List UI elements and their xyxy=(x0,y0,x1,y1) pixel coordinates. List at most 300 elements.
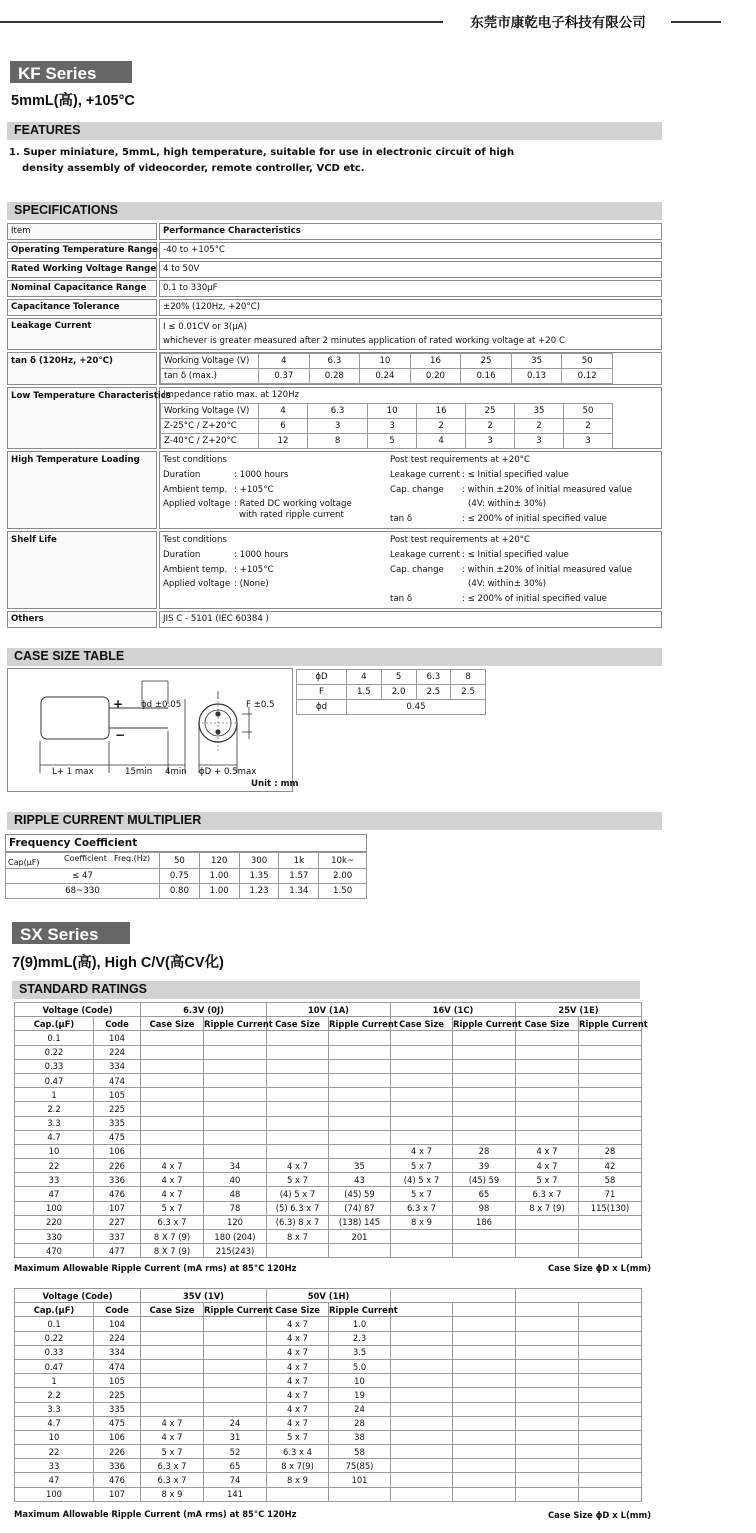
table-cell: 4 x 7 xyxy=(267,1345,329,1359)
table-cell xyxy=(453,1230,516,1244)
table-cell xyxy=(579,1073,642,1087)
table-cell: 16 xyxy=(410,354,461,369)
case-size-diagram xyxy=(7,668,299,792)
table-cell xyxy=(329,1130,391,1144)
table-cell: 2 xyxy=(466,419,515,434)
ambient-label: Ambient temp. xyxy=(163,485,228,495)
table-cell xyxy=(204,1374,267,1388)
table-cell: 6.3 x 7 xyxy=(141,1459,204,1473)
table-cell: 1.50 xyxy=(319,884,367,899)
table-cell: 24 xyxy=(329,1402,391,1416)
table-cell: 65 xyxy=(204,1459,267,1473)
duration-label: Duration xyxy=(163,550,201,560)
table-cell xyxy=(141,1345,204,1359)
coefficient-axis-label: Coefficient xyxy=(64,854,107,863)
table-cell: 1.23 xyxy=(239,884,279,899)
table-row xyxy=(15,1116,642,1130)
header-rule-left xyxy=(0,21,443,23)
table-cell xyxy=(391,1416,453,1430)
table-cell: 78 xyxy=(204,1201,267,1215)
table-cell: 330 xyxy=(15,1230,94,1244)
spec-performance-header: Performance Characteristics xyxy=(163,226,301,236)
voltage-header: 35V (1V) xyxy=(141,1289,267,1303)
spec-label: Nominal Capacitance Range xyxy=(11,283,147,293)
table-cell: 68~330 xyxy=(6,884,160,899)
table-row xyxy=(15,1345,642,1359)
table-cell xyxy=(141,1045,204,1059)
table-cell xyxy=(516,1388,579,1402)
company-name: 东莞市康乾电子科技有限公司 xyxy=(470,15,646,31)
table-cell: 105 xyxy=(94,1374,141,1388)
leakage-current-value: : ≤ Initial specified value xyxy=(462,550,569,560)
voltage-header: 50V (1H) xyxy=(267,1289,391,1303)
table-cell: 24 xyxy=(204,1416,267,1430)
table-cell xyxy=(141,1144,204,1158)
table-row xyxy=(15,1088,642,1102)
table-cell: 6.3 x 7 xyxy=(141,1473,204,1487)
table-cell xyxy=(391,1059,453,1073)
table-cell xyxy=(391,1430,453,1444)
table-cell: 8 x 9 xyxy=(141,1487,204,1501)
table-cell xyxy=(267,1059,329,1073)
table-cell: 8 xyxy=(451,670,486,685)
table-cell: 10 xyxy=(368,404,417,419)
table-cell xyxy=(579,1459,642,1473)
table-cell xyxy=(141,1359,204,1373)
table-cell: 0.12 xyxy=(562,369,613,384)
column-header: Cap.(μF) xyxy=(15,1017,94,1031)
table-cell: 335 xyxy=(94,1116,141,1130)
table-cell xyxy=(391,1487,453,1501)
table-cell: 1.00 xyxy=(199,884,239,899)
table-cell xyxy=(453,1459,516,1473)
cap-change-value: : within ±20% of initial measured value xyxy=(462,565,632,575)
table-cell: 6.3 xyxy=(416,670,451,685)
table-cell xyxy=(204,1345,267,1359)
table-cell xyxy=(329,1088,391,1102)
table-cell xyxy=(204,1144,267,1158)
voltage-header: 6.3V (0J) xyxy=(141,1003,267,1017)
table-cell: 6.3 x 7 xyxy=(516,1187,579,1201)
header-rule-right xyxy=(671,21,721,23)
cap-change-value-4v: (4V: within± 30%) xyxy=(468,579,547,589)
cap-change-value: : within ±20% of initial measured value xyxy=(462,485,632,495)
table-cell: 106 xyxy=(94,1430,141,1444)
leakage-current-label: Leakage current xyxy=(390,470,460,480)
table-cell: 34 xyxy=(204,1159,267,1173)
table-cell xyxy=(453,1374,516,1388)
table-cell xyxy=(579,1416,642,1430)
table-cell xyxy=(453,1402,516,1416)
table-cell: (138) 145 xyxy=(329,1215,391,1229)
table-cell xyxy=(141,1059,204,1073)
column-header: Case Size xyxy=(516,1017,579,1031)
table-cell: 2.2 xyxy=(15,1388,94,1402)
column-header: Case Size xyxy=(141,1017,204,1031)
column-header: Case Size xyxy=(391,1017,453,1031)
table-cell: 104 xyxy=(94,1031,141,1045)
table-cell xyxy=(453,1445,516,1459)
table-cell: 6.3 x 4 xyxy=(267,1445,329,1459)
tan-delta-value: : ≤ 200% of initial specified value xyxy=(462,514,607,524)
table-cell: 2 xyxy=(564,419,613,434)
applied-voltage-value: : (None) xyxy=(234,579,269,589)
lead-diameter-tolerance: ϕd ±0.05 xyxy=(141,700,182,710)
table-cell: 8 x 9 xyxy=(267,1473,329,1487)
table-cell: 28 xyxy=(453,1144,516,1158)
table-cell xyxy=(329,1045,391,1059)
table-cell: 2.2 xyxy=(15,1102,94,1116)
table-row xyxy=(15,1374,642,1388)
table-cell: 100 xyxy=(15,1201,94,1215)
voltage-header: 25V (1E) xyxy=(516,1003,642,1017)
table-cell xyxy=(204,1045,267,1059)
table-cell xyxy=(391,1130,453,1144)
table-cell: Z-40°C / Z+20°C xyxy=(161,434,259,449)
table-cell: 35 xyxy=(515,404,564,419)
table-cell: Z-25°C / Z+20°C xyxy=(161,419,259,434)
table-cell xyxy=(516,1430,579,1444)
table-cell: 474 xyxy=(94,1073,141,1087)
table-cell: 335 xyxy=(94,1402,141,1416)
table-cell: tan δ (max.) xyxy=(161,369,259,384)
tan-delta-table xyxy=(160,353,613,384)
table-cell: 25 xyxy=(466,404,515,419)
applied-voltage-value: : Rated DC working voltage xyxy=(234,499,352,509)
table-cell: 107 xyxy=(94,1487,141,1501)
table-cell xyxy=(579,1317,642,1331)
table-cell xyxy=(453,1416,516,1430)
spec-label: Others xyxy=(11,614,44,624)
table-cell: 5 x 7 xyxy=(516,1173,579,1187)
table-cell: 31 xyxy=(204,1430,267,1444)
table-cell: 334 xyxy=(94,1345,141,1359)
leakage-current-value: : ≤ Initial specified value xyxy=(462,470,569,480)
table-cell xyxy=(391,1402,453,1416)
table-cell: 4 x 7 xyxy=(141,1159,204,1173)
table-cell: 58 xyxy=(579,1173,642,1187)
table-cell: 40 xyxy=(204,1173,267,1187)
column-header: Case Size xyxy=(267,1303,329,1317)
impedance-table xyxy=(160,403,613,449)
table-row xyxy=(15,1317,642,1331)
ripple-multiplier-table xyxy=(5,852,367,899)
case-size-heading: CASE SIZE TABLE xyxy=(7,648,662,666)
table-cell xyxy=(579,1345,642,1359)
table-cell: 2.00 xyxy=(319,869,367,884)
table-row xyxy=(15,1230,642,1244)
table-cell: 2.5 xyxy=(451,685,486,700)
frequency-coefficient-box xyxy=(5,834,367,852)
table-cell: 6.3 x 7 xyxy=(141,1215,204,1229)
table-row xyxy=(15,1059,642,1073)
spec-label: Capacitance Tolerance xyxy=(11,302,120,312)
column-header: Ripple Current xyxy=(204,1303,267,1317)
table-cell xyxy=(204,1130,267,1144)
table-cell xyxy=(453,1244,516,1258)
column-header xyxy=(391,1303,453,1317)
table-cell: 4 x 7 xyxy=(141,1187,204,1201)
column-header: Cap.(μF) xyxy=(15,1303,94,1317)
table-cell xyxy=(391,1102,453,1116)
table-cell: 47 xyxy=(15,1473,94,1487)
table-cell: 476 xyxy=(94,1187,141,1201)
table-cell: 98 xyxy=(453,1201,516,1215)
table-cell: 28 xyxy=(329,1416,391,1430)
table-cell: 470 xyxy=(15,1244,94,1258)
spec-value: -40 to +105°C xyxy=(163,245,226,255)
table-cell: 1k xyxy=(279,853,319,869)
table-cell xyxy=(391,1388,453,1402)
table-cell xyxy=(453,1331,516,1345)
table-cell xyxy=(141,1088,204,1102)
table-cell: 3 xyxy=(307,419,367,434)
table-cell xyxy=(204,1102,267,1116)
table-cell: 0.13 xyxy=(511,369,562,384)
table-cell xyxy=(453,1388,516,1402)
table-cell xyxy=(579,1244,642,1258)
applied-voltage-label: Applied voltage xyxy=(163,499,231,509)
table-cell: 22 xyxy=(15,1445,94,1459)
table-cell xyxy=(329,1144,391,1158)
table-cell xyxy=(391,1374,453,1388)
lead-spacing-tolerance: F ±0.5 xyxy=(246,700,275,710)
table-cell: 3 xyxy=(466,434,515,449)
spec-label: Low Temperature Characteristics xyxy=(11,391,171,401)
table-cell xyxy=(141,1116,204,1130)
table-cell: 227 xyxy=(94,1215,141,1229)
table-cell: 4 x 7 xyxy=(267,1359,329,1373)
voltage-code-header: Voltage (Code) xyxy=(15,1003,141,1017)
table-cell: 4 x 7 xyxy=(267,1402,329,1416)
table-cell: 0.33 xyxy=(15,1345,94,1359)
table-cell: 0.47 xyxy=(15,1073,94,1087)
empty-header xyxy=(391,1289,516,1303)
test-conditions-label: Test conditions xyxy=(163,535,227,545)
table-cell: 225 xyxy=(94,1388,141,1402)
table-cell: 4 x 7 xyxy=(141,1173,204,1187)
table-cell xyxy=(516,1473,579,1487)
table-cell xyxy=(391,1473,453,1487)
features-line-1: 1. Super miniature, 5mmL, high temperature, suitable for use in electronic circuit of high xyxy=(9,147,515,158)
table-cell: 2 xyxy=(515,419,564,434)
table-cell xyxy=(141,1317,204,1331)
table-row xyxy=(15,1388,642,1402)
cap-change-value-4v: (4V: within± 30%) xyxy=(468,499,547,509)
table-cell: 107 xyxy=(94,1201,141,1215)
table-cell: 334 xyxy=(94,1059,141,1073)
table-cell: 3.5 xyxy=(329,1345,391,1359)
table-cell xyxy=(579,1215,642,1229)
table-cell xyxy=(579,1088,642,1102)
table-cell: 4 x 7 xyxy=(141,1416,204,1430)
spec-value: ±20% (120Hz, +20°C) xyxy=(163,302,261,312)
table-cell xyxy=(329,1073,391,1087)
table-cell: 101 xyxy=(329,1473,391,1487)
table-cell: 2.3 xyxy=(329,1331,391,1345)
table-cell: 33 xyxy=(15,1173,94,1187)
table-cell xyxy=(453,1116,516,1130)
table-row xyxy=(15,1445,642,1459)
spec-label: tan δ (120Hz, +20°C) xyxy=(11,356,113,366)
table-cell: 8 xyxy=(307,434,367,449)
table-row xyxy=(15,1045,642,1059)
table-cell: 105 xyxy=(94,1088,141,1102)
table-cell: (4) 5 x 7 xyxy=(391,1173,453,1187)
column-header: Ripple Current xyxy=(204,1017,267,1031)
table-cell xyxy=(516,1487,579,1501)
table-cell xyxy=(267,1144,329,1158)
minus-terminal-mark: − xyxy=(115,728,126,742)
table-cell: 4 x 7 xyxy=(267,1388,329,1402)
table-cell xyxy=(204,1331,267,1345)
table-cell xyxy=(516,1045,579,1059)
table-cell: 42 xyxy=(579,1159,642,1173)
table-cell: 4 x 7 xyxy=(267,1331,329,1345)
table-row xyxy=(15,1244,642,1258)
spec-label: Operating Temperature Range xyxy=(11,245,158,255)
voltage-header: 10V (1A) xyxy=(267,1003,391,1017)
table-cell xyxy=(204,1059,267,1073)
table-cell xyxy=(516,1073,579,1087)
table-cell xyxy=(329,1244,391,1258)
table-cell: 50 xyxy=(562,354,613,369)
table-cell: 186 xyxy=(453,1215,516,1229)
column-header xyxy=(516,1303,579,1317)
table-cell xyxy=(579,1116,642,1130)
table-cell xyxy=(204,1088,267,1102)
table-cell xyxy=(516,1215,579,1229)
table-cell: 120 xyxy=(199,853,239,869)
table-cell: 8 x 7 xyxy=(267,1230,329,1244)
dim-lead-15min: 15min xyxy=(125,767,153,777)
spec-row-others xyxy=(7,611,662,628)
table-cell: 74 xyxy=(204,1473,267,1487)
table-cell: 0.47 xyxy=(15,1359,94,1373)
table-cell: 476 xyxy=(94,1473,141,1487)
table-cell xyxy=(453,1088,516,1102)
table-cell: 35 xyxy=(511,354,562,369)
spec-row-capacitance-range xyxy=(7,280,662,297)
table-cell xyxy=(141,1102,204,1116)
table-cell: 4 x 7 xyxy=(267,1317,329,1331)
table-cell xyxy=(453,1102,516,1116)
post-test-label: Post test requirements at +20°C xyxy=(390,455,530,465)
table-cell: 50 xyxy=(564,404,613,419)
table-cell xyxy=(453,1073,516,1087)
leakage-condition: whichever is greater measured after 2 minutes application of rated working voltage at +20 C xyxy=(163,336,565,346)
dim-diameter: ϕD + 0.5max xyxy=(199,767,257,777)
table-cell xyxy=(141,1374,204,1388)
cap-change-label: Cap. change xyxy=(390,565,444,575)
table-cell xyxy=(391,1088,453,1102)
table-cell xyxy=(579,1130,642,1144)
table-cell xyxy=(453,1130,516,1144)
table-cell: 4 x 7 xyxy=(516,1159,579,1173)
spec-value: JIS C - 5101 (IEC 60384 ) xyxy=(163,614,269,624)
column-header xyxy=(453,1303,516,1317)
table-cell: 0.37 xyxy=(259,369,310,384)
impedance-title: Impedance ratio max. at 120Hz xyxy=(163,390,300,400)
table-row xyxy=(15,1416,642,1430)
table-cell xyxy=(329,1031,391,1045)
standard-ratings-table-1 xyxy=(14,1002,648,1258)
table-cell: 336 xyxy=(94,1173,141,1187)
table-cell: 4.7 xyxy=(15,1416,94,1430)
table-cell: 1.34 xyxy=(279,884,319,899)
table-row xyxy=(15,1487,642,1501)
table-cell: 19 xyxy=(329,1388,391,1402)
table-cell xyxy=(453,1045,516,1059)
plus-terminal-mark: + xyxy=(113,697,124,711)
table-cell xyxy=(329,1487,391,1501)
table-row xyxy=(15,1130,642,1144)
spec-label: High Temperature Loading xyxy=(11,455,140,465)
table-cell: 52 xyxy=(204,1445,267,1459)
table-cell: (6.3) 8 x 7 xyxy=(267,1215,329,1229)
table-cell: 3.3 xyxy=(15,1116,94,1130)
table-cell xyxy=(329,1059,391,1073)
table-cell xyxy=(516,1331,579,1345)
table-cell: 4 xyxy=(347,670,382,685)
standard-ratings-table-2 xyxy=(14,1288,642,1502)
table-cell: ϕD xyxy=(297,670,347,685)
table-cell xyxy=(204,1317,267,1331)
table-cell xyxy=(141,1073,204,1087)
case-size-note-2: Case Size ϕD x L(mm) xyxy=(548,1510,652,1520)
table-row xyxy=(15,1430,642,1444)
table-cell: 6.3 xyxy=(307,404,367,419)
table-cell: 0.1 xyxy=(15,1317,94,1331)
table-cell: 141 xyxy=(204,1487,267,1501)
table-cell: 1 xyxy=(15,1088,94,1102)
table-row xyxy=(15,1187,642,1201)
table-cell: 0.45 xyxy=(347,700,486,715)
table-cell: 0.22 xyxy=(15,1331,94,1345)
table-cell xyxy=(267,1244,329,1258)
table-cell xyxy=(391,1244,453,1258)
table-cell xyxy=(391,1045,453,1059)
table-cell xyxy=(516,1116,579,1130)
cap-axis-label: Cap(μF) xyxy=(8,858,40,867)
tan-delta-label: tan δ xyxy=(390,594,413,604)
voltage-header: 16V (1C) xyxy=(391,1003,516,1017)
table-cell xyxy=(267,1102,329,1116)
table-cell xyxy=(516,1345,579,1359)
table-cell: 50 xyxy=(160,853,200,869)
table-row xyxy=(15,1215,642,1229)
features-line-2: density assembly of videocorder, remote controller, VCD etc. xyxy=(22,163,365,174)
table-cell xyxy=(579,1102,642,1116)
table-cell: 3 xyxy=(368,419,417,434)
table-cell: 4 x 7 xyxy=(267,1159,329,1173)
table-cell xyxy=(516,1230,579,1244)
table-cell xyxy=(579,1402,642,1416)
table-cell: 4 xyxy=(417,434,466,449)
table-cell: 71 xyxy=(579,1187,642,1201)
column-header: Case Size xyxy=(267,1017,329,1031)
table-cell: 28 xyxy=(579,1144,642,1158)
table-cell: 224 xyxy=(94,1331,141,1345)
table-cell: 215(243) xyxy=(204,1244,267,1258)
table-cell: 0.80 xyxy=(160,884,200,899)
table-row xyxy=(15,1102,642,1116)
table-cell: 39 xyxy=(453,1159,516,1173)
table-cell xyxy=(516,1088,579,1102)
table-cell xyxy=(516,1359,579,1373)
ambient-value: : +105°C xyxy=(234,565,274,575)
table-cell xyxy=(579,1359,642,1373)
